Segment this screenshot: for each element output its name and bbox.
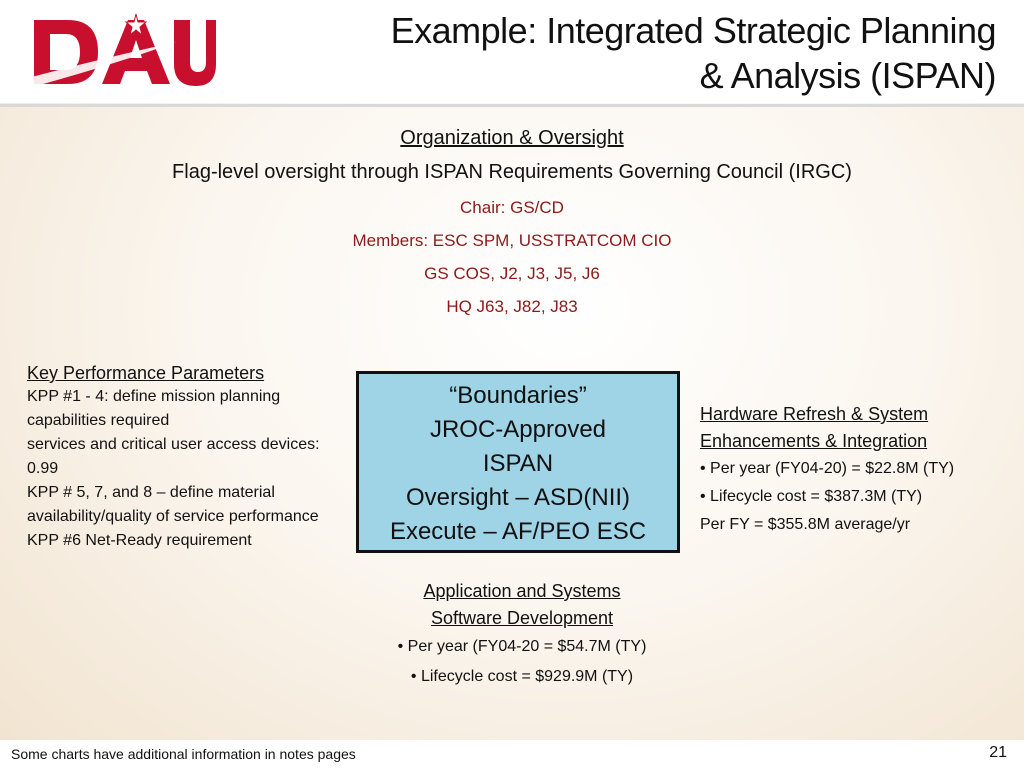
oversight-subheading: Flag-level oversight through ISPAN Requirements Governing Council (IRGC) [172, 161, 852, 183]
page-number: 21 [989, 744, 1007, 761]
oversight-section [112, 124, 912, 318]
slide-title [356, 8, 996, 98]
oversight-heading: Organization & Oversight [400, 127, 624, 149]
boundaries-box [356, 371, 680, 553]
application-item: • Lifecycle cost = $929.9M (TY) [410, 668, 634, 685]
application-heading-2: Software Development [430, 608, 614, 628]
kpp-line: availability/quality of service performance [27, 508, 319, 525]
kpp-line: KPP # 5, 7, and 8 – define material [27, 484, 275, 501]
kpp-section [27, 361, 347, 553]
application-section [362, 578, 682, 692]
boundaries-line: JROC-Approved [429, 416, 607, 443]
title-divider [0, 104, 1024, 107]
hardware-item: Per FY = $355.8M average/yr [700, 516, 911, 533]
logo-letter-u [174, 20, 216, 86]
boundaries-line: Oversight – ASD(NII) [405, 484, 631, 511]
kpp-line: KPP #6 Net-Ready requirement [27, 532, 252, 549]
hardware-item: • Per year (FY04-20) = $22.8M (TY) [700, 460, 955, 477]
hardware-heading-2: Enhancements & Integration [700, 431, 928, 451]
boundaries-line: ISPAN [482, 450, 554, 477]
kpp-line: capabilities required [27, 412, 170, 429]
title-line-2: & Analysis (ISPAN) [699, 55, 996, 96]
kpp-heading: Key Performance Parameters [27, 363, 265, 383]
oversight-line: Members: ESC SPM, USSTRATCOM CIO [352, 231, 672, 250]
kpp-line: KPP #1 - 4: define mission planning [27, 388, 281, 405]
hardware-section [700, 401, 1000, 539]
hardware-heading-1: Hardware Refresh & System [700, 404, 929, 424]
hardware-item: • Lifecycle cost = $387.3M (TY) [700, 488, 923, 505]
oversight-line: GS COS, J2, J3, J5, J6 [424, 264, 600, 283]
oversight-line: HQ J63, J82, J83 [446, 297, 578, 316]
kpp-line: services and critical user access devices: [27, 436, 320, 453]
title-line-1: Example: Integrated Strategic Planning [390, 10, 996, 51]
footer-note: Some charts have additional information in notes pages [11, 746, 356, 762]
boundaries-line: “Boundaries” [449, 382, 587, 409]
boundaries-line: Execute – AF/PEO ESC [389, 518, 647, 545]
application-item: • Per year (FY04-20 = $54.7M (TY) [397, 638, 647, 655]
oversight-line: Chair: GS/CD [460, 198, 564, 217]
dau-logo [26, 12, 216, 92]
kpp-line: 0.99 [27, 460, 59, 477]
application-heading-1: Application and Systems [423, 581, 621, 601]
